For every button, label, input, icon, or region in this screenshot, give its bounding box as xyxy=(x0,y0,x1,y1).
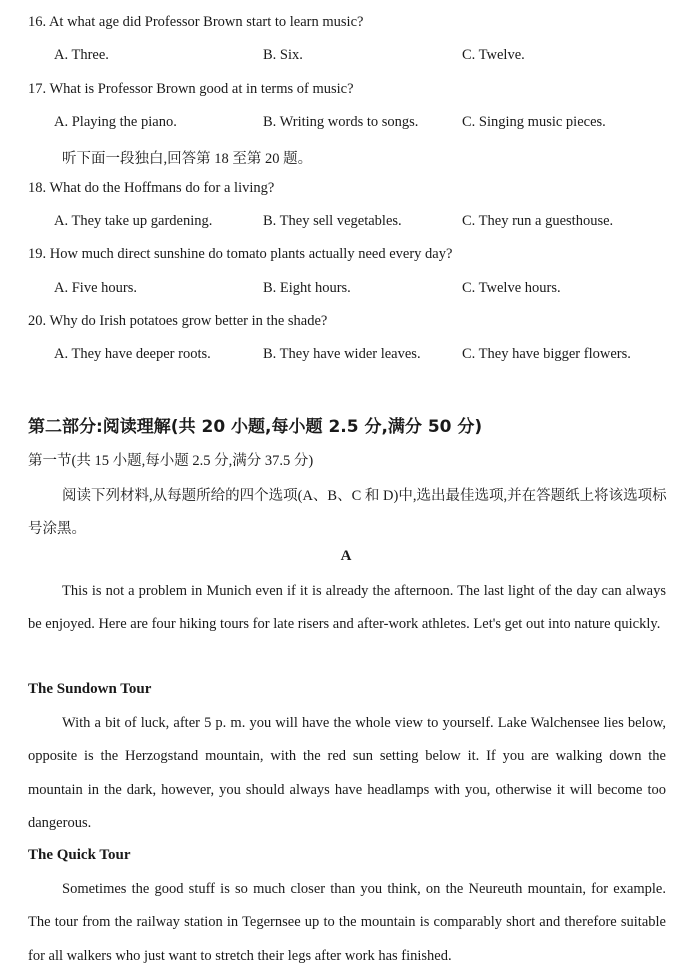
option-c: C. They run a guesthouse. xyxy=(462,213,614,229)
option-c: C. They have bigger flowers. xyxy=(462,346,631,362)
tour-text-sundown: With a bit of luck, after 5 p. m. you will have the whole view to yourself. Lake Walchensee lies below, opposite is the Herzogstand mountain, with the red sun setting below it. If you are walking down the mountain in the dark, however, you should always have headlamps with you, otherwise it will become too dangerous. xyxy=(28,715,666,831)
option-b: B. They sell vegetables. xyxy=(263,213,402,229)
tour-text-quick: Sometimes the good stuff is so much closer than you think, on the Neureuth mountain, for example. The tour from the railway station in Tegernsee up to the mountain is comparably short and therefore suitable for all walkers who just want to stretch their legs after work has finished. xyxy=(28,881,666,964)
question-19: 19. How much direct sunshine do tomato plants actually need every day? xyxy=(28,246,453,262)
tour-title-quick: The Quick Tour xyxy=(28,847,131,863)
option-b: B. Six. xyxy=(263,47,303,63)
option-a: A. Five hours. xyxy=(54,280,137,296)
question-17-options xyxy=(54,114,692,134)
option-a: A. They have deeper roots. xyxy=(54,346,211,362)
option-b: B. Eight hours. xyxy=(263,280,351,296)
question-20: 20. Why do Irish potatoes grow better in the shade? xyxy=(28,313,328,329)
option-b: B. Writing words to songs. xyxy=(263,114,419,130)
option-c: C. Twelve. xyxy=(462,47,525,63)
option-a: A. Three. xyxy=(54,47,109,63)
question-17: 17. What is Professor Brown good at in terms of music? xyxy=(28,81,354,97)
option-c: C. Singing music pieces. xyxy=(462,114,606,130)
question-16-options xyxy=(54,47,692,67)
option-a: A. They take up gardening. xyxy=(54,213,213,229)
question-18: 18. What do the Hoffmans do for a living? xyxy=(28,180,275,196)
passage-intro: This is not a problem in Munich even if it is already the afternoon. The last light of the day can always be enjoyed. Here are four hiking tours for late risers and after-work athletes. Let's get out into nature quickly. xyxy=(28,583,666,633)
option-c: C. Twelve hours. xyxy=(462,280,561,296)
part2-heading: 第二部分:阅读理解(共 20 小题,每小题 2.5 分,满分 50 分) xyxy=(28,417,483,437)
directions: 阅读下列材料,从每题所给的四个选项(A、B、C 和 D)中,选出最佳选项,并在答题纸上将该选项标号涂黑。 xyxy=(28,488,667,537)
section-heading: 第一节(共 15 小题,每小题 2.5 分,满分 37.5 分) xyxy=(28,453,314,469)
tour-title-sundown: The Sundown Tour xyxy=(28,681,152,697)
question-16: 16. At what age did Professor Brown start to learn music? xyxy=(28,14,364,30)
question-19-options xyxy=(54,280,692,300)
question-18-options xyxy=(54,213,692,233)
option-b: B. They have wider leaves. xyxy=(263,346,421,362)
option-a: A. Playing the piano. xyxy=(54,114,177,130)
question-20-options xyxy=(54,346,692,366)
passage-label: A xyxy=(340,548,352,564)
monologue-instruction: 听下面一段独白,回答第 18 至第 20 题。 xyxy=(62,151,313,167)
